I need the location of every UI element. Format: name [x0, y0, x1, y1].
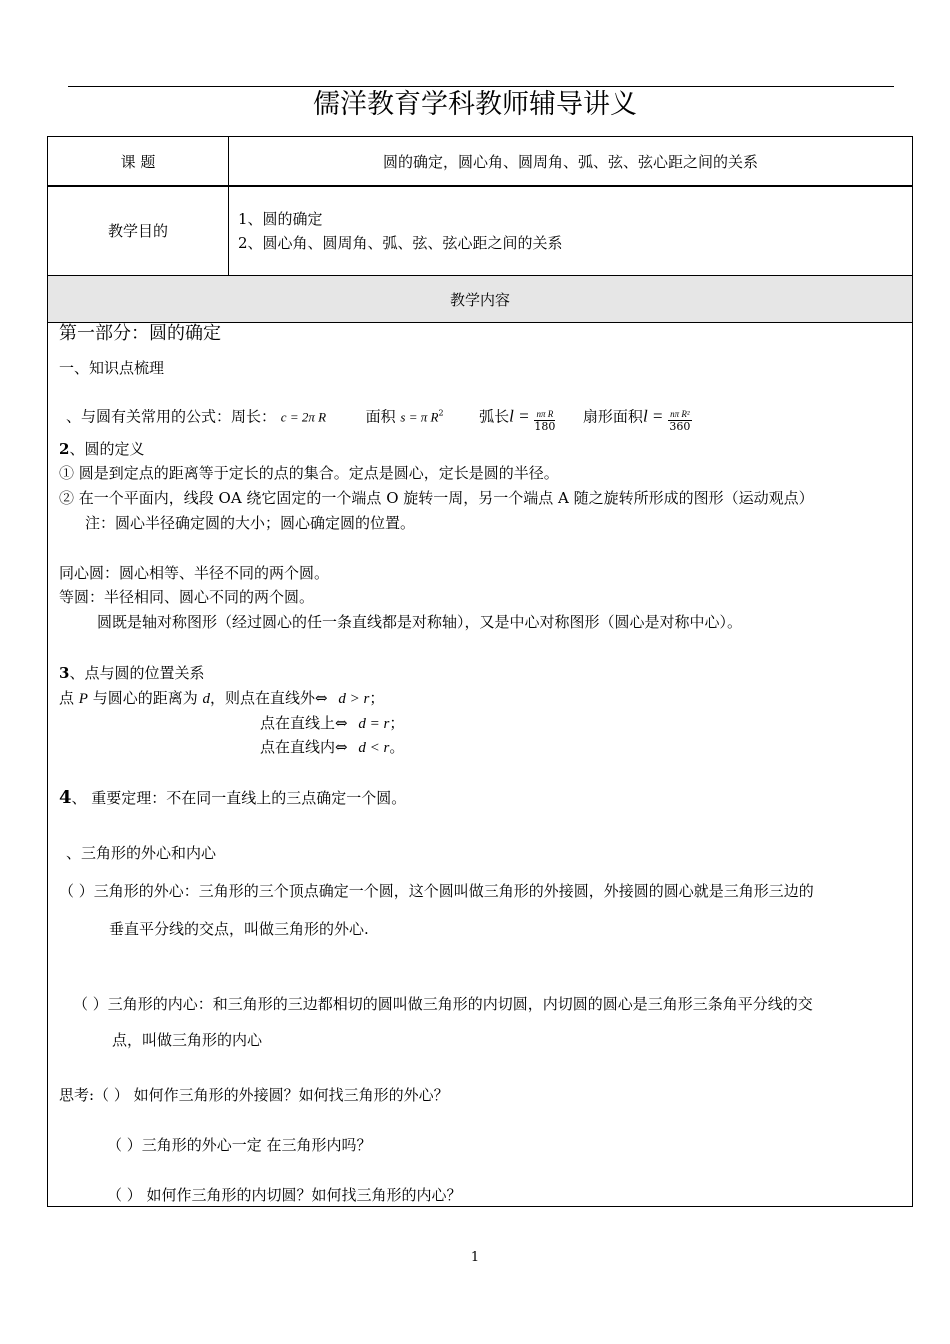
definition-note: 注：圆心半径确定圆的大小；圆心确定圆的位置。	[85, 514, 416, 532]
definition-title: 、圆的定义	[69, 440, 145, 458]
position-text: ，则点在直线外⇔	[210, 689, 328, 707]
formula-arc-numerator: nπ R	[534, 409, 555, 421]
definition-number: 2	[59, 440, 70, 458]
theorem-text: 、 重要定理：不在同一直线上的三点确定一个圆。	[71, 789, 407, 807]
header-rule	[68, 86, 894, 87]
formula-area-label: 面积	[365, 407, 396, 426]
goal-list	[238, 207, 921, 255]
part-title: 第一部分：圆的确定	[59, 323, 221, 344]
think-question-2: （ ）三角形的外心一定 在三角形内吗？	[107, 1136, 372, 1154]
point-symbol: P	[78, 691, 88, 707]
position-line-3	[260, 737, 404, 758]
incenter-line-1: （ ）三角形的内心：和三角形的三边都相切的圆叫做三角形的内切圆，内切圆的圆心是三角形三条角平分线的交	[73, 995, 813, 1013]
definition-1: ① 圆是到定点的距离等于定长的点的集合。定点是圆心，定长是圆的半径。	[59, 464, 559, 482]
definition-heading	[59, 439, 144, 459]
circumcenter-line-2: 垂直平分线的交点，叫做三角形的外心.	[109, 920, 369, 938]
formula-circumference: c = 2π R	[280, 409, 327, 425]
formula-arc-lhs: l =	[509, 406, 530, 426]
position-number: 3	[59, 664, 70, 682]
theorem-number: 4	[59, 787, 72, 808]
content-header: 教学内容	[449, 291, 510, 309]
equal-circles: 等圆：半径相同、圆心不同的两个圆。	[59, 588, 315, 606]
column-divider	[228, 137, 229, 275]
goal-label: 教学目的	[107, 222, 168, 240]
formula-sector-label: 扇形面积	[582, 407, 643, 426]
concentric-circles: 同心圆：圆心相等、半径不同的两个圆。	[59, 564, 330, 582]
definition-2: ② 在一个平面内，线段 OA 绕它固定的一个端点 O 旋转一周，另一个端点 A 随之旋转所形成的图形（运动观点）	[59, 489, 814, 507]
lesson-table	[47, 136, 913, 1207]
position-punct: ；	[389, 714, 405, 732]
formula-arc-denominator: 180	[534, 420, 556, 433]
formula-line	[66, 403, 692, 432]
position-text: 点	[59, 689, 79, 707]
think-question-1: 思考:（ ） 如何作三角形的外接圆？如何找三角形的外心？	[59, 1086, 449, 1104]
content-header-row	[48, 276, 912, 323]
position-text: 点在直线上⇔	[260, 714, 348, 732]
formula-sector-denominator: 360	[669, 420, 691, 433]
formula-area: s = π R	[400, 409, 439, 425]
goal-item: 1、圆的确定	[238, 210, 323, 228]
triangle-heading: 、三角形的外心和内心	[66, 844, 217, 862]
position-heading	[59, 663, 204, 683]
topic-value: 圆的确定，圆心角、圆周角、弧、弦、弦心距之间的关系	[382, 153, 758, 171]
goal-item: 2、圆心角、圆周角、弧、弦、弦心距之间的关系	[238, 234, 563, 252]
formula-sector-fraction	[668, 409, 691, 432]
incenter-line-2: 点，叫做三角形的内心	[112, 1031, 263, 1049]
topic-label: 课 题	[120, 153, 156, 171]
think-question-3: （ ） 如何作三角形的内切圆？如何找三角形的内心？	[107, 1186, 462, 1204]
topic-row	[48, 137, 912, 187]
relation-on: d = r	[358, 716, 390, 732]
formula-area-exponent: 2	[438, 408, 444, 418]
position-line-1	[59, 688, 384, 709]
position-punct: ；	[369, 689, 385, 707]
circumcenter-line-1: （ ）三角形的外心：三角形的三个顶点确定一个圆，这个圆叫做三角形的外接圆，外接圆的圆心就是三角形三边的	[59, 882, 814, 900]
relation-inside: d < r	[358, 740, 390, 756]
formula-arc-fraction	[534, 409, 555, 432]
formula-sector-lhs: l =	[642, 406, 664, 426]
formula-intro: 、与圆有关常用的公式：周长：	[66, 407, 277, 426]
position-line-2	[260, 713, 404, 734]
symmetry-note: 圆既是轴对称图形（经过圆心的任一条直线都是对称轴），又是中心对称图形（圆心是对称中心）。	[97, 613, 743, 631]
section-heading: 一、知识点梳理	[59, 359, 165, 377]
relation-outside: d > r	[338, 691, 370, 707]
goal-row	[48, 186, 912, 276]
position-title: 、点与圆的位置关系	[69, 664, 205, 682]
formula-arc-label: 弧长	[479, 407, 510, 426]
theorem-line	[59, 788, 406, 808]
position-punct: 。	[389, 738, 405, 756]
position-text: 点在直线内⇔	[260, 738, 348, 756]
formula-sector-numerator: nπ R²	[670, 409, 690, 419]
distance-symbol: d	[202, 691, 210, 707]
position-text: 与圆心的距离为	[87, 689, 203, 707]
page-title: 儒洋教育学科教师辅导讲义	[313, 89, 637, 120]
page-number: 1	[470, 1250, 480, 1265]
